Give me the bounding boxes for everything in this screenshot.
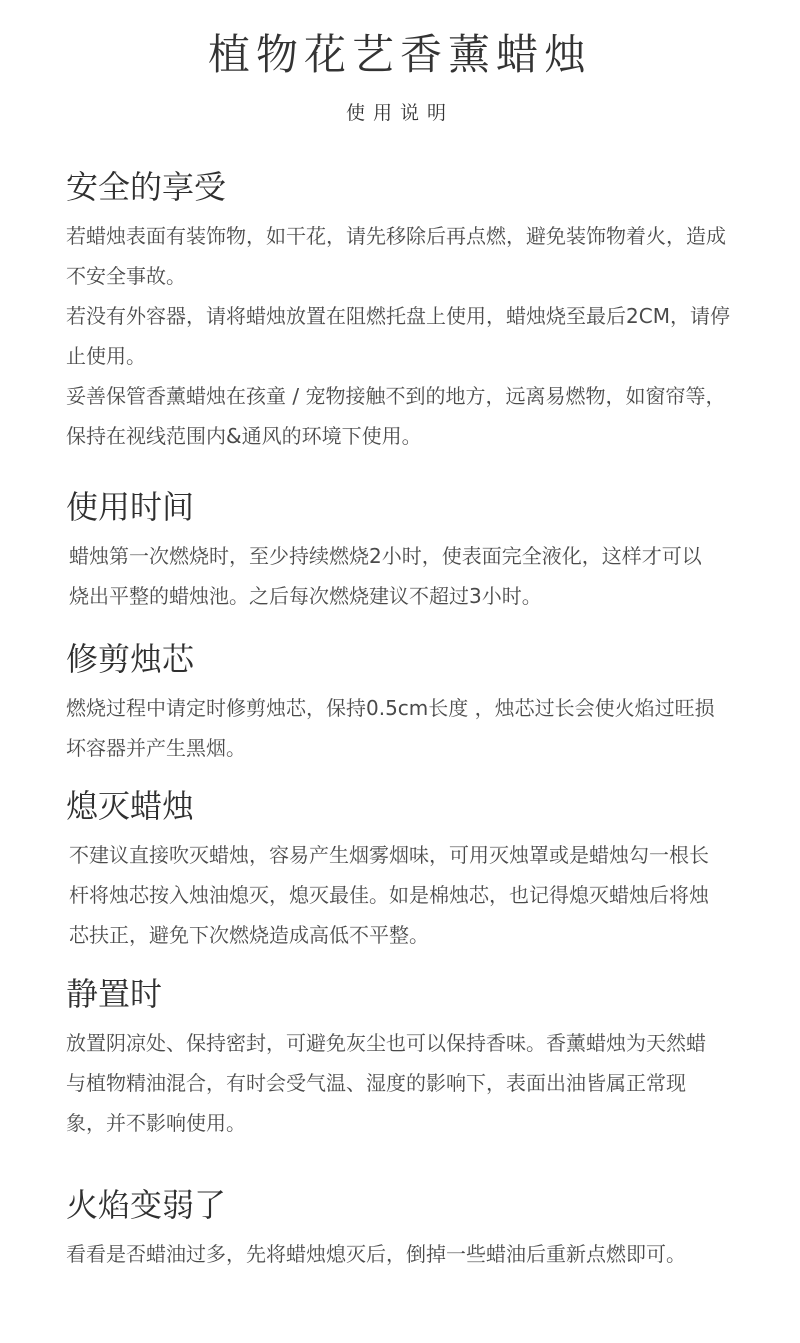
- section-paragraph: 不建议直接吹灭蜡烛，容易产生烟雾烟味，可用灭烛罩或是蜡烛勾一根长杆将烛芯按入烛油熄灭，熄灭最佳。如是棉烛芯，也记得熄灭蜡烛后将烛芯扶正，避免下次燃烧造成高低不平整。: [69, 843, 709, 948]
- section-paragraph: 看看是否蜡油过多，先将蜡烛熄灭后，倒掉一些蜡油后重新点燃即可。: [66, 1242, 686, 1267]
- section-usage-time: [66, 488, 706, 616]
- section-heading: 静置时: [66, 975, 163, 1013]
- section-trim-wick: [66, 640, 716, 768]
- section-heading: 安全的享受: [66, 168, 227, 206]
- section-extinguish: [66, 787, 716, 955]
- section-paragraph: 蜡烛第一次燃烧时，至少持续燃烧2小时，使表面完全液化，这样才可以烧出平整的蜡烛池。之后每次燃烧建议不超过3小时。: [69, 544, 702, 609]
- section-heading: 修剪烛芯: [66, 640, 195, 678]
- section-paragraph: 放置阴凉处、保持密封，可避免灰尘也可以保持香味。香薰蜡烛为天然蜡与植物精油混合，有时会受气温、湿度的影响下，表面出油皆属正常现象，并不影响使用。: [66, 1031, 706, 1136]
- section-paragraph: 若蜡烛表面有装饰物，如干花，请先移除后再点燃，避免装饰物着火，造成不安全事故。: [66, 224, 726, 289]
- section-weak-flame: [66, 1186, 746, 1274]
- section-paragraph: 妥善保管香薰蜡烛在孩童 / 宠物接触不到的地方，远离易燃物，如窗帘等，保持在视线范围内&通风的环境下使用。: [66, 384, 726, 449]
- section-paragraph: 若没有外容器，请将蜡烛放置在阻燃托盘上使用，蜡烛烧至最后2CM，请停止使用。: [66, 304, 730, 369]
- page-title: 植物花艺香薰蜡烛: [207, 30, 592, 79]
- section-paragraph: 燃烧过程中请定时修剪烛芯，保持0.5cm长度 ，烛芯过长会使火焰过旺损坏容器并产生黑烟。: [66, 696, 715, 761]
- section-heading: 火焰变弱了: [66, 1186, 227, 1224]
- section-heading: 使用时间: [66, 488, 195, 526]
- section-storage: [66, 975, 716, 1143]
- page-header: [0, 30, 800, 125]
- page-subtitle: 使用说明: [345, 102, 454, 125]
- section-heading: 熄灭蜡烛: [66, 787, 195, 825]
- section-safety: [66, 168, 736, 456]
